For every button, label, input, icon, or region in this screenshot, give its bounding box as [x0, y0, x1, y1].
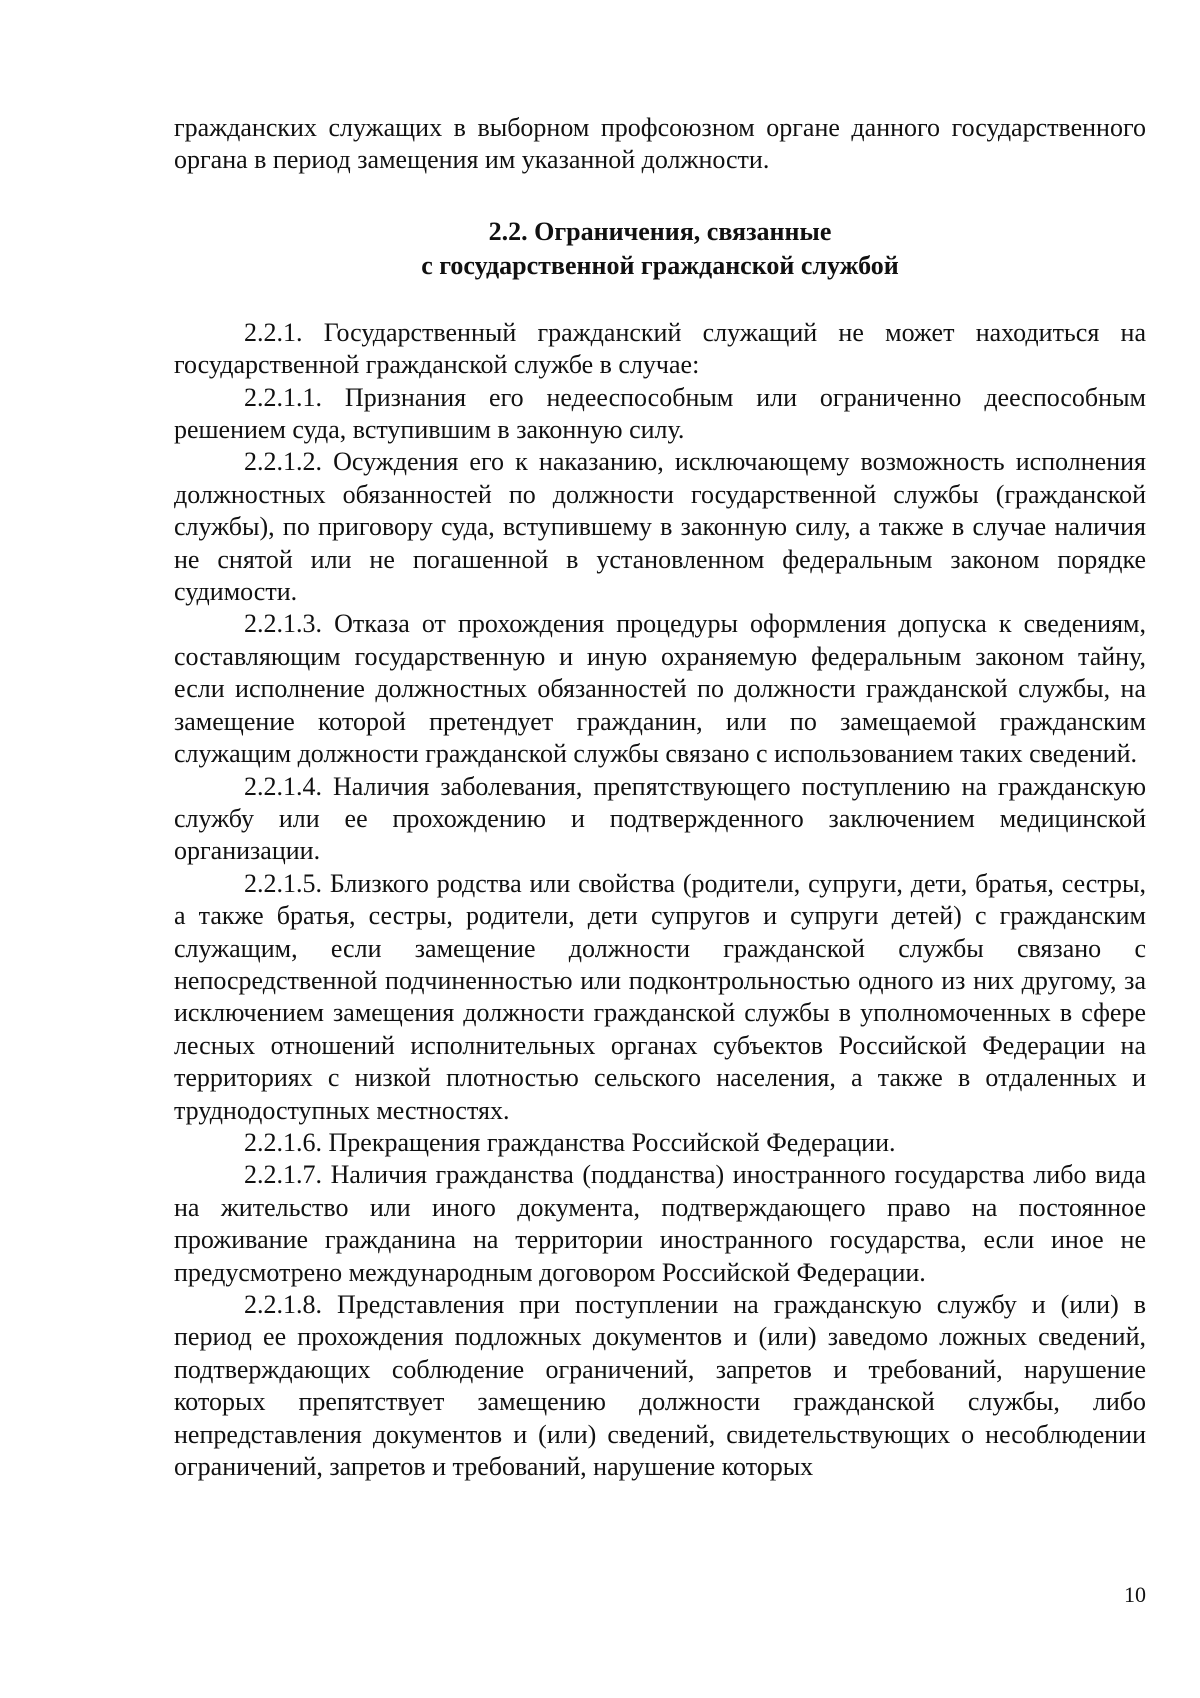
section-heading	[174, 215, 1146, 283]
paragraph-2-2-1-1: 2.2.1.1. Признания его недееспособным или ограниченно дееспособным решением суда, вступившим в законную силу.	[174, 382, 1146, 445]
page-number: 10	[1124, 1582, 1146, 1607]
paragraph-2-2-1-6: 2.2.1.6. Прекращения гражданства Российской Федерации.	[244, 1127, 896, 1157]
paragraph-2-2-1-3: 2.2.1.3. Отказа от прохождения процедуры оформления допуска к сведениям, составляющим государственную и иную охраняемую федеральным законом тайну, если исполнение должностных обязанностей по должности гражданской службы, на замещение которой претендует гражданин, или по замещаемой гражданским служащим должности гражданской службы связано с использованием таких сведений.	[174, 609, 1146, 769]
intro-paragraph: гражданских служащих в выборном профсоюзном органе данного государственного органа в период замещения им указанной должности.	[174, 113, 1146, 175]
section-heading-line-2: с государственной гражданской службой	[421, 250, 899, 280]
paragraph-2-2-1-5: 2.2.1.5. Близкого родства или свойства (родители, супруги, дети, братья, сестры, а также братья, сестры, родители, дети супругов и супруги детей) с гражданским служащим, если замещение должности гражданской службы связано с непосредственной подчиненностью или подконтрольностью одного из них другому, за исключением замещения должности гражданской службы в уполномоченных в сфере лесных отношений исполнительных органах субъектов Российской Федерации на территориях с низкой плотностью сельского населения, а также в отдаленных и труднодоступных местностях.	[174, 868, 1146, 1125]
paragraph-2-2-1-4: 2.2.1.4. Наличия заболевания, препятствующего поступлению на гражданскую службу или ее прохождению и подтвержденного заключением медицинской организации.	[174, 771, 1146, 866]
paragraph-2-2-1-7: 2.2.1.7. Наличия гражданства (подданства) иностранного государства либо вида на жительство или иного документа, подтверждающего право на постоянное проживание гражданина на территории иностранного государства, если иное не предусмотрено международным договором Российской Федерации.	[174, 1160, 1146, 1287]
paragraph-2-2-1-8: 2.2.1.8. Представления при поступлении на гражданскую службу и (или) в период ее прохождения подложных документов и (или) заведомо ложных сведений, подтверждающих соблюдение ограничений, запретов и требований, нарушение которых препятствует замещению должности гражданской службы, либо непредставления документов и (или) сведений, свидетельствующих о несоблюдении ограничений, запретов и требований, нарушение которых	[174, 1290, 1146, 1482]
paragraph-2-2-1-2: 2.2.1.2. Осуждения его к наказанию, исключающему возможность исполнения должностных обязанностей по должности государственной службы (гражданской службы), по приговору суда, вступившему в законную силу, а также в случае наличия не снятой или не погашенной в установленном федеральным законом порядке судимости.	[174, 447, 1146, 607]
section-heading-line-1: 2.2. Ограничения, связанные	[488, 216, 832, 246]
page-body	[174, 112, 1146, 1483]
paragraph-2-2-1: 2.2.1. Государственный гражданский служащий не может находиться на государственной гражданской службе в случае:	[174, 317, 1146, 380]
